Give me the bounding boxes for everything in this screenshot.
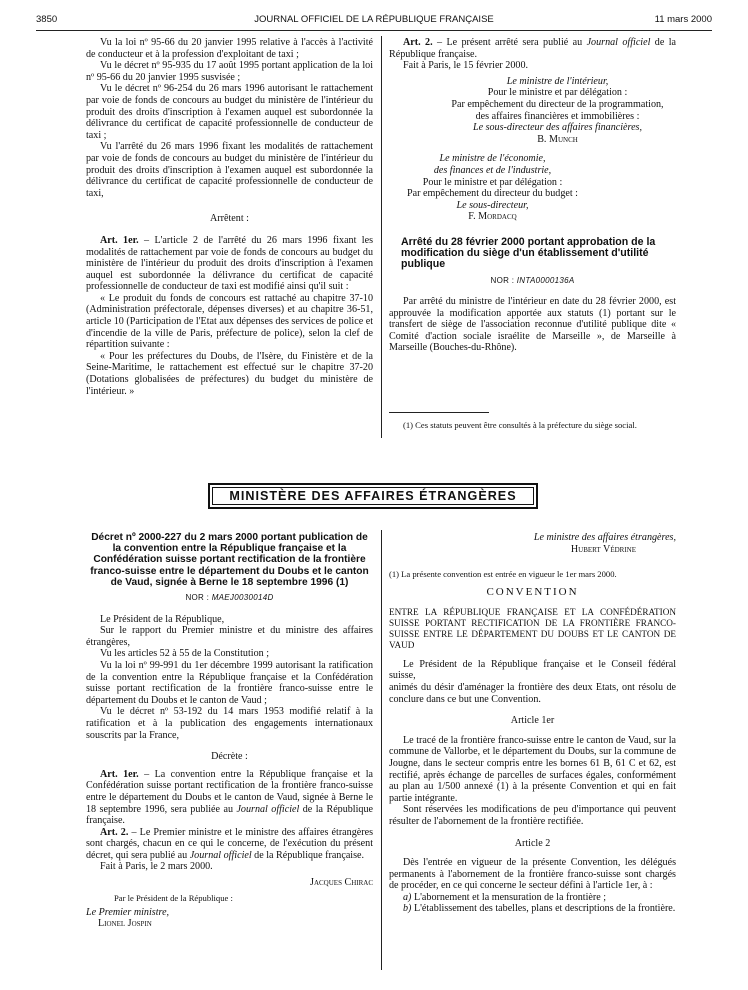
- vu-paragraph: Vu le décret nº 53-192 du 14 mars 1953 modifié relatif à la ratification et à la publication des engagements internationaux souscrits par la France,: [86, 706, 373, 741]
- signer-name: F. Mordacq: [468, 211, 517, 223]
- article-2-heading: Article 2: [514, 837, 551, 849]
- article-2-paragraph: Dès l'entrée en vigueur de la présente Convention, les délégués permanents à l'abornement de la frontière franco-suisse sont chargés de procéder, en ce qui concerne le secteur défini à l'article 1er, à :: [389, 857, 676, 892]
- signature-block-interior: Le ministre de l'intérieur, Pour le ministre et par délégation : Par empêchement du directeur de la programmation, des affaires financières et immobilières : Le sous-directeur des affaires financières, B. Munch: [439, 76, 676, 146]
- decret-title: Décret nº 2000-227 du 2 mars 2000 portant publication de la convention entre la République française et la Confédération suisse portant rectification de la frontière franco-suisse entre le département du Doubs et le canton de Vaud, signée à Berne le 18 septembre 1996 (1): [90, 532, 369, 588]
- preamble: Le Président de la République française et le Conseil fédéral suisse,: [389, 658, 676, 682]
- signer-role: Le Premier ministre,: [86, 906, 170, 918]
- signer-name: Lionel Jospin: [98, 918, 152, 930]
- page-header: [36, 14, 712, 30]
- footnote-rule: [389, 412, 489, 413]
- ministry-heading: MINISTÈRE DES AFFAIRES ÉTRANGÈRES: [212, 487, 534, 505]
- article-1-paragraph: Art. 1er. – L'article 2 de l'arrêté du 26 mars 1996 fixant les modalités de rattachement par voie de fonds de concours au budget du ministère de l'intérieur du produit des droits d'inscription à l'examen auquel est subordonnée la délivrance du certificat de capacité professionnelle de conducteur de taxi est modifié ainsi qu'il suit :: [86, 234, 373, 293]
- fait-line: Fait à Paris, le 2 mars 2000.: [100, 861, 213, 873]
- footnote: (1) Ces statuts peuvent être consultés à la préfecture du siège social.: [403, 420, 637, 430]
- bottom-right-column: [389, 532, 676, 915]
- column-divider: [381, 530, 382, 970]
- quote-paragraph: « Pour les préfectures du Doubs, de l'Isère, du Finistère et de la Seine-Maritime, le rattachement est effectué sur le chapitre 37-20 (Dotations globalisées de préfectures) du budget du ministère de l'intérieur. »: [86, 350, 373, 397]
- bottom-left-column: [86, 532, 373, 930]
- vu-paragraph: Vu les articles 52 à 55 de la Constitution ;: [100, 648, 269, 660]
- article-2-paragraph: Art. 2. – Le Premier ministre et le ministre des affaires étrangères sont chargés, chacun en ce qui le concerne, de l'exécution du présent décret, qui sera publié au Journal officiel de la République française.: [86, 826, 374, 861]
- page-number: 3850: [36, 14, 58, 25]
- par-le-president: Par le Président de la République :: [114, 892, 233, 903]
- column-divider: [381, 36, 382, 438]
- signer-name: B. Munch: [537, 133, 578, 145]
- signer-role: Le ministre de l'économie,: [439, 153, 546, 165]
- list-item: b) L'établissement des tabelles, plans et descriptions de la frontière.: [403, 903, 676, 915]
- signer-name: Jacques Chirac: [310, 877, 373, 889]
- footnote: (1) La présente convention est entrée en vigueur le 1er mars 2000.: [389, 569, 617, 580]
- quote-paragraph: « Le produit du fonds de concours est rattaché au chapitre 37-10 (Administration préfectorale, dépenses diverses) et au chapitre 36-51, article 10 (Participation de l'Etat aux dépenses des services de police et d'incendie de la ville de Paris, préfecture de police), selon la clef de répartition suivante :: [86, 292, 373, 351]
- fait-line: Fait à Paris, le 15 février 2000.: [403, 60, 529, 72]
- top-right-column: [389, 37, 676, 354]
- arrete-body: Par arrêté du ministre de l'intérieur en date du 28 février 2000, est approuvée la modification apportée aux statuts (1) portant sur le transfert de siège de l'association reconnue d'utilité publique dite « Comité d'action sociale israélite de Marseille », de Marseille à Marseille (Bouches-du-Rhône).: [389, 296, 676, 354]
- vu-paragraph: Vu le décret nº 96-254 du 26 mars 1996 autorisant le rattachement par voie de fonds de concours au budget du ministère de l'intérieur du produit des droits d'inscription à l'examen auquel est subordonnée la délivrance du certificat de capacité professionnelle de conducteur de taxi ;: [86, 83, 373, 141]
- president-line: Le Président de la République,: [100, 613, 225, 625]
- list-item: a) L'abornement et la mensuration de la frontière ;: [403, 891, 607, 903]
- issue-date: 11 mars 2000: [654, 14, 712, 25]
- signer-name: Hubert Védrine: [570, 543, 636, 555]
- top-left-column: [86, 37, 373, 397]
- article-1-heading: Article 1er: [510, 715, 555, 727]
- article-1-paragraph: Art. 1er. – La convention entre la République française et la Confédération suisse portant rectification de la frontière franco-suisse entre le département du Doubs et le canton de Vaud, signée à Berne le 18 septembre 1996, sera publiée au Journal officiel de la République française.: [86, 768, 373, 827]
- article-1-paragraph: Le tracé de la frontière franco-suisse entre le canton de Vaud, sur la commune de Vallorbe, et le département du Doubs, sur la commune de Jougne, dans le secteur compris entre les bornes 61 B, 61 C et 62, est rectifié, après échange de parcelles de surfaces égales, conformément au plan au 1/500 annexé (1) à la présente Convention et qui en fait partie intégrante.: [389, 734, 676, 804]
- vu-paragraph: Vu la loi nº 95-66 du 20 janvier 1995 relative à l'accès à l'activité de conducteur et à la profession d'exploitant de taxi ;: [86, 37, 373, 60]
- signature-block-economy: Le ministre de l'économie, des finances et de l'industrie, Pour le ministre et par délégation : Par empêchement du directeur du budget : Le sous-directeur, F. Mordacq: [389, 153, 596, 223]
- signer-role: Le ministre de l'intérieur,: [506, 75, 609, 87]
- convention-title: ENTRE LA RÉPUBLIQUE FRANÇAISE ET LA CONFÉDÉRATION SUISSE PORTANT RECTIFICATION DE LA FRONTIÈRE FRANCO-SUISSE ENTRE LE DÉPARTEMENT DU DOUBS ET LE CANTON DE VAUD: [389, 606, 676, 650]
- article-label: Art. 2.: [403, 37, 433, 48]
- article-label: Art. 2.: [100, 826, 129, 838]
- preamble-continued: animés du désir d'aménager la frontière des deux Etats, ont résolu de conclure dans ce but une Convention.: [389, 681, 676, 705]
- header-rule: [36, 30, 712, 31]
- article-label: Art. 1er.: [100, 234, 139, 246]
- nor-reference: NOR : INTA0000136A: [490, 275, 575, 285]
- convention-heading: CONVENTION: [486, 586, 579, 599]
- decrete-heading: Décrète :: [211, 751, 248, 763]
- ministry-heading-box: [208, 483, 538, 509]
- signer-role: Le ministre des affaires étrangères,: [533, 532, 676, 543]
- arretent-heading: Arrêtent :: [210, 213, 249, 225]
- rapport-line: Sur le rapport du Premier ministre et du ministre des affaires étrangères,: [86, 625, 373, 648]
- vu-paragraph: Vu la loi nº 99-991 du 1er décembre 1999 autorisant la ratification de la convention entre la République française et la Confédération suisse portant rectification de la frontière franco-suisse entre le département du Doubs et le canton de Vaud ;: [86, 659, 373, 706]
- arrete-title: Arrêté du 28 février 2000 portant approbation de la modification du siège d'un établissement d'utilité publique: [401, 235, 656, 271]
- article-1-paragraph: Sont réservées les modifications de peu d'importance qui peuvent résulter de l'abornement de la frontière rectifiée.: [389, 804, 676, 827]
- vu-paragraph: Vu l'arrêté du 26 mars 1996 fixant les modalités de rattachement par voie de fonds de concours au budget du ministère de l'intérieur du produit des droits d'inscription à l'examen auquel est subordonnée la délivrance du certificat de capacité professionnelle de conducteur de taxi,: [86, 141, 373, 199]
- journal-title: JOURNAL OFFICIEL DE LA RÉPUBLIQUE FRANÇAISE: [254, 14, 494, 25]
- nor-reference: NOR : MAEJ0030014D: [185, 593, 274, 603]
- article-2-paragraph: Art. 2. – Le présent arrêté sera publié au Journal officiel de la République française.: [389, 37, 677, 60]
- article-label: Art. 1er.: [100, 768, 139, 780]
- vu-paragraph: Vu le décret nº 95-935 du 17 août 1995 portant application de la loi nº 95-66 du 20 janvier 1995 susvisée ;: [86, 60, 373, 83]
